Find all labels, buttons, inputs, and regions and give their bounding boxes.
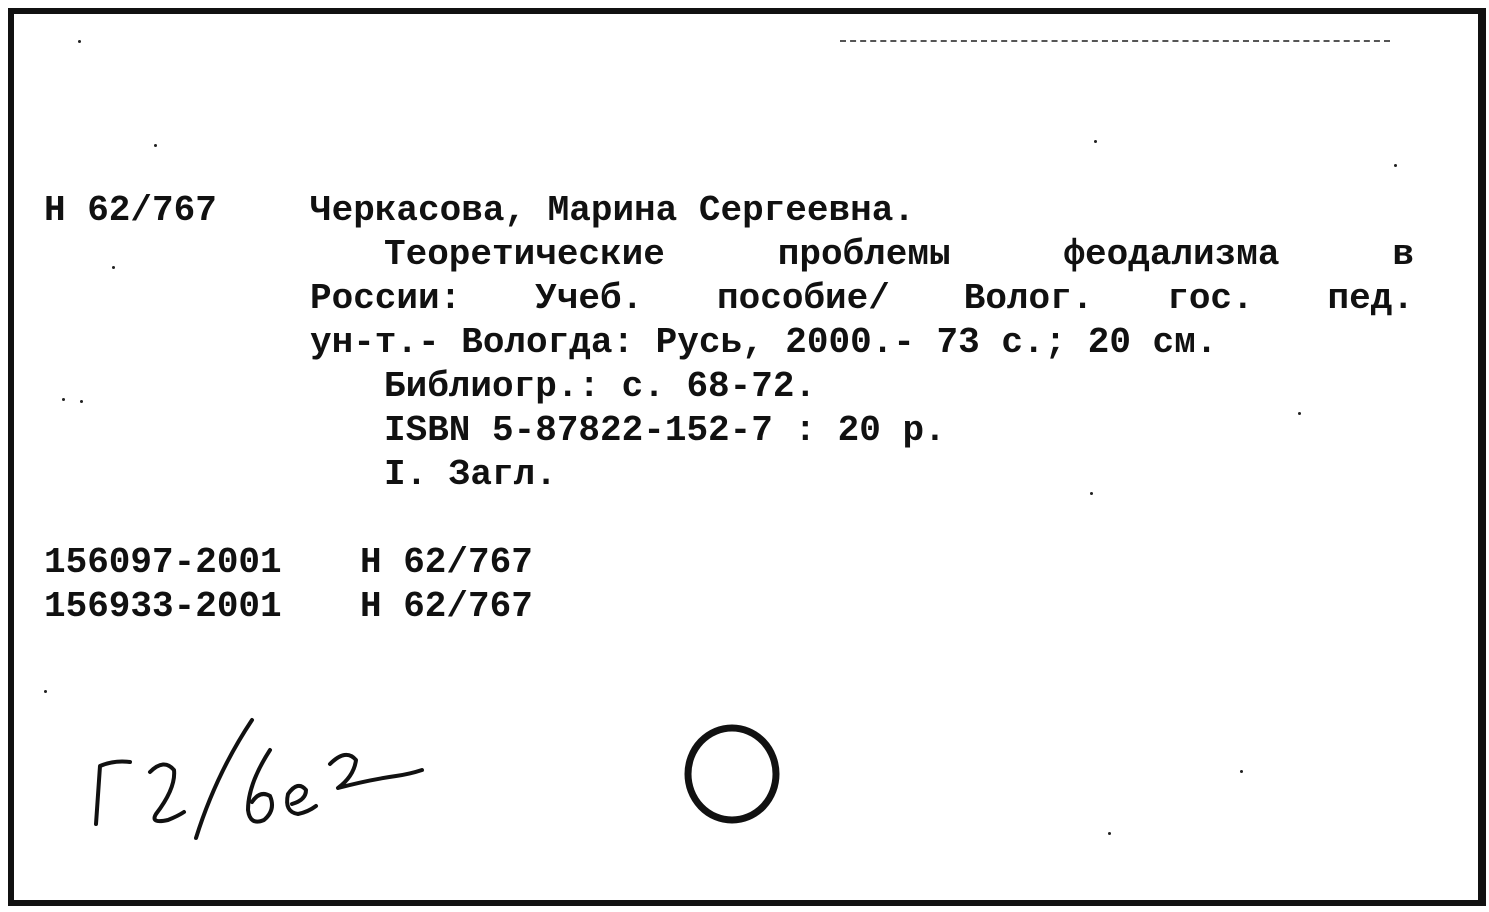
bibliography-note: Библиогр.: с. 68-72. bbox=[384, 366, 817, 407]
top-rule bbox=[840, 40, 1390, 42]
author-heading: Черкасова, Марина Сергеевна. bbox=[310, 190, 915, 231]
scan-speck bbox=[1240, 770, 1243, 773]
scan-speck bbox=[112, 266, 115, 269]
inventory-number: 156097-2001 bbox=[44, 542, 282, 583]
scan-speck bbox=[1298, 412, 1301, 415]
title-word: пособие/ bbox=[717, 278, 890, 319]
scan-speck bbox=[62, 398, 65, 401]
scan-speck bbox=[78, 40, 81, 43]
title-word: гос. bbox=[1167, 278, 1254, 319]
scan-speck bbox=[1394, 164, 1397, 167]
title-word: Волог. bbox=[963, 278, 1094, 319]
inventory-number: 156933-2001 bbox=[44, 586, 282, 627]
scan-speck bbox=[1094, 140, 1097, 143]
inventory-shelf-mark: Н 62/767 bbox=[360, 586, 533, 627]
title-word: в bbox=[1392, 234, 1414, 275]
title-word: Теоретические bbox=[384, 234, 665, 275]
title-block bbox=[310, 233, 1414, 365]
scan-speck bbox=[80, 400, 83, 403]
shelf-mark: Н 62/767 bbox=[44, 190, 217, 231]
title-word: России: bbox=[310, 278, 462, 319]
title-word: Учеб. bbox=[535, 278, 644, 319]
scan-speck bbox=[44, 690, 47, 693]
punch-hole-icon bbox=[682, 722, 782, 826]
isbn-note: ISBN 5-87822-152-7 : 20 р. bbox=[384, 410, 946, 451]
scan-speck bbox=[1090, 492, 1093, 495]
scan-speck bbox=[154, 144, 157, 147]
title-entry-note: I. Загл. bbox=[384, 454, 557, 495]
handwritten-note bbox=[84, 704, 444, 864]
scan-speck bbox=[1108, 832, 1111, 835]
imprint-line: ун-т.- Вологда: Русь, 2000.- 73 с.; 20 см. bbox=[310, 322, 1218, 363]
title-line-1 bbox=[310, 233, 1414, 277]
title-word: феодализма bbox=[1063, 234, 1280, 275]
title-word: пед. bbox=[1327, 278, 1414, 319]
title-word: проблемы bbox=[777, 234, 951, 275]
inventory-shelf-mark: Н 62/767 bbox=[360, 542, 533, 583]
title-line-2 bbox=[310, 277, 1414, 321]
catalog-card bbox=[8, 8, 1486, 906]
